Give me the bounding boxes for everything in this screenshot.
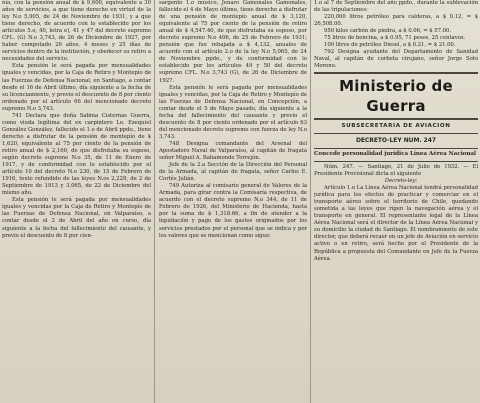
subsecretaria-heading: SUBSECRETARIA DE AVIACION [341, 123, 451, 130]
section-rule [314, 118, 478, 120]
middle-column [159, 0, 307, 403]
paragraph: 100 litros de petróleo Diesel, a $ 0.21, = $ 21.00. [324, 42, 456, 49]
paragraph: 748 Designa comandante del Arsenal del Apostadero Naval de Valparaíso, al capitán de fragata señor Miguel A. Bahamonde Torrejón. [159, 140, 307, 162]
paragraph: Esta pensión le será pagada por mensualidades iguales y vencidas por la Caja de Retiro y Montepío de las Fuerzas de Defensa Nacional, en Valparaíso, a contar desde el 2 de Abril del año en curso, día siguiente a la fecha del fallecimiento del causante, y previo el descuento de 8 por cien- [2, 197, 151, 239]
paragraph: Jefe de la 2.a Sección de la Dirección del Personal de la Armada, al capitán de fragata, señor Carlos E. Cortés Julián. [159, 162, 307, 183]
paragraph: 1.o al 7 de Septiembre del año ppdo., durante la sublevación de las tripulaciones: [314, 0, 478, 14]
decree-title: DECRETO-LEY NUM. 247 [355, 137, 437, 145]
section-rule [314, 161, 478, 162]
paragraph: 220,000 litros petróleo para calderas, a $ 0.12, = $ 26,508.00. [314, 14, 478, 28]
paragraph: 792 Designa ayudante del Departamento de Sanidad Naval, al capitán de corbeta cirujano, señor Jorge Soto Moreno. [314, 49, 478, 70]
paragraph: Esta pensión le será pagada por mensualidades iguales y vencidas, por la Caja de Retiro y Montepío de las Fuerzas de Defensa Nacional, en Santiago, a contar desde el 16 de Abril último, día siguiente a la fecha de su licenciamiento, y previo el descuento de 8 por ciento ordenado por el artículo 66 del mencionado decreto supremo N.o 3,743. [2, 63, 151, 112]
section-rule [314, 148, 478, 149]
paragraph: nía, con la pensión anual de $ 9,600, equivalente a 30 años de servicios, a que tiene derecho en virtud de la ley N.o 5,905, de 24 de Noviembre de 1931, y a que tiene derecho, de acuerdo con lo establecido por los artículos 5.o, 40, letra e), 41 y 47 del decreto supremo CFL. (G) N.o 3,743, de 26 de Diciembre de 1927, por haber computado 26 años, 4 meses y 25 días de servicios dentro de la institución, y obedecer su retiro a necesidades del servicio. [2, 0, 151, 63]
paragraph: sargento 1.o músico, Jenaro Gamonales Gamonales, fallecido el 4 de Mayo último, tiene derecho a disfrutar de una pensión de montepío anual de $ 3,120, equivalente al 75 por ciento de la pensión de retiro anual de $ 4,547.40, de que disfrutaba su esposo, por decreto supremo N.o 406, de 25 de Febrero de 1931; pensión que fue rebajada a $ 4,132, anuales de acuerdo con el artículo 2.o de la ley N.o 5,065, de 24 de Noviembre ppdo., y de conformidad con lo establecido por los artículos 49 y 50 del decreto supremo CFL. N.o 3,743 (G), de 26 de Diciembre de 1927. [159, 0, 307, 84]
paragraph: 749 Autoriza al comisario general de Valores de la Armada, para girar contra la Comisaría respectiva, de acuerdo con el decreto supremo N.o 344, de 11 de Febrero de 1926, del Ministerio de Hacienda, hasta por la suma de $ 1,318.66, a fin de atender a la liquidación y pago de los gastos originados por los servicios prestados por el personal que se indica y por los valores que se mencionan como sigue: [159, 183, 307, 239]
column-divider [310, 0, 311, 403]
section-rule [314, 133, 478, 134]
column-divider [154, 0, 155, 403]
decree-heading: Decreto-ley: [384, 178, 418, 185]
ministry-title: Ministerio de Guerra [339, 77, 453, 116]
section-rule [314, 72, 478, 74]
paragraph: 75 litros de bencina, a $ 0.95, 71 pesos, 25 centavos. [324, 35, 466, 42]
paragraph: Artículo 1.o La Línea Aérea Nacional tendrá personalidad jurídica para los efectos de practicar y comerciar en el transporte aéreo sobre el territorio de Chile, quedando sometida a las leyes que rigen la navegación aérea y el transporte en general. El representante legal de la Línea Aérea Nacional será el director de la Línea Aérea Nacional y su domicilio la ciudad de Santiago. El nombramiento de este director, que deberá recaer en un jefe de Aviación en servicio activo o en retiro, será hecho por el Presidente de la República a propuesta del Comandante en Jefe de la Fuerza Aérea. [314, 185, 478, 262]
paragraph: Esta pensión le será pagada por mensualidades iguales y vencidas, por la Caja de Retiro y Montepío de las Fuerzas de Defensa Nacional, en Concepción, a contar desde el 5 de Mayo pasado, día siguiente a la fecha del fallecimiento del causante y previo el descuento de 8 por ciento ordenado por el artículo 63 del mencionado decreto supremo con fuerza de ley N.o 3,743. [159, 84, 307, 140]
paragraph: 950 kilos carbón de piedra, a $ 0.06, = $ 57.00. [324, 28, 452, 35]
decree-summary: Concede personalidad jurídica Línea Aérea Nacional [314, 151, 476, 158]
paragraph: 741 Declara que doña Sabina Cisternas Guerra, como viuda legítima del ex carpintero Lo. Ezequiel González González, fallecido el 1.o de Abril ppdo., tiene derecho a disfrutar de la pensión de montepío de $ 1,620, equivalente al 75 por ciento de la pensión de retiro anual de $ 2,160, de que disfrutaba su esposo, según decreto supremo N.o 35, de 11 de Enero de 1917, y de conformidad con lo establecido por el artículo 10 del decreto N.o 230, de 15 de Febrero de 1916, texto refundido de las leyes N.os 2,229, de 2 de Septiembre de 1913 y 3,065, de 22 de Diciembre del mismo año. [2, 112, 151, 197]
left-column [2, 0, 151, 403]
right-column [314, 0, 478, 403]
decree-intro: Núm. 247. — Santiago, 21 de Julio de 1932. — El Presidente Provisional dicta el siguiente [314, 163, 478, 178]
